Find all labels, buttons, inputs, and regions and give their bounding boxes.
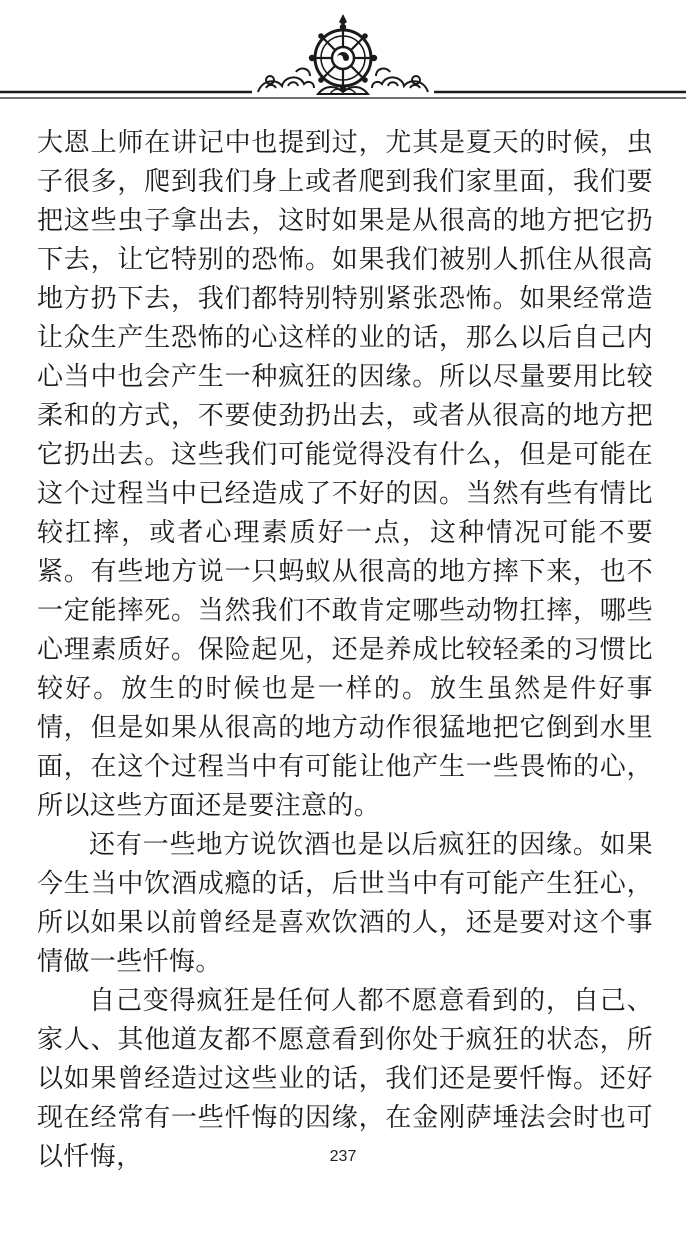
paragraph-2: 还有一些地方说饮酒也是以后疯狂的因缘。如果今生当中饮酒成瘾的话，后世当中有可能产生狂心，所以如果以前曾经是喜欢饮酒的人，还是要对这个事情做一些忏悔。 [37,830,653,977]
header-ornament [0,0,686,110]
page-header [0,0,686,110]
page-number: 237 [329,1148,357,1165]
paragraph-3: 自己变得疯狂是任何人都不愿意看到的，自己、家人、其他道友都不愿意看到你处于疯狂的状态，所以如果曾经造过这些业的话，我们还是要忏悔。还好现在经常有一些忏悔的因缘，在金刚萨埵法会时也可以忏悔， [37,986,653,1172]
page-body [37,124,653,1177]
dharma-wheel-icon [309,14,377,94]
paragraph-1: 大恩上师在讲记中也提到过，尤其是夏天的时候，虫子很多，爬到我们身上或者爬到我们家里面，我们要把这些虫子拿出去，这时如果是从很高的地方把它扔下去，让它特别的恐怖。如果我们被别人抓住从很高地方扔下去，我们都特别特别紧张恐怖。如果经常造让众生产生恐怖的心这样的业的话，那么以后自己内心当中也会产生一种疯狂的因缘。所以尽量要用比较柔和的方式，不要使劲扔出去，或者从很高的地方把它扔出去。这些我们可能觉得没有什么，但是可能在这个过程当中已经造成了不好的因。当然有些有情比较扛摔，或者心理素质好一点，这种情况可能不要紧。有些地方说一只蚂蚁从很高的地方摔下来，也不一定能摔死。当然我们不敢肯定哪些动物扛摔，哪些心理素质好。保险起见，还是养成比较轻柔的习惯比较好。放生的时候也是一样的。放生虽然是件好事情，但是如果从很高的地方动作很猛地把它倒到水里面，在这个过程当中有可能让他产生一些畏怖的心，所以这些方面还是要注意的。 [37,128,653,821]
